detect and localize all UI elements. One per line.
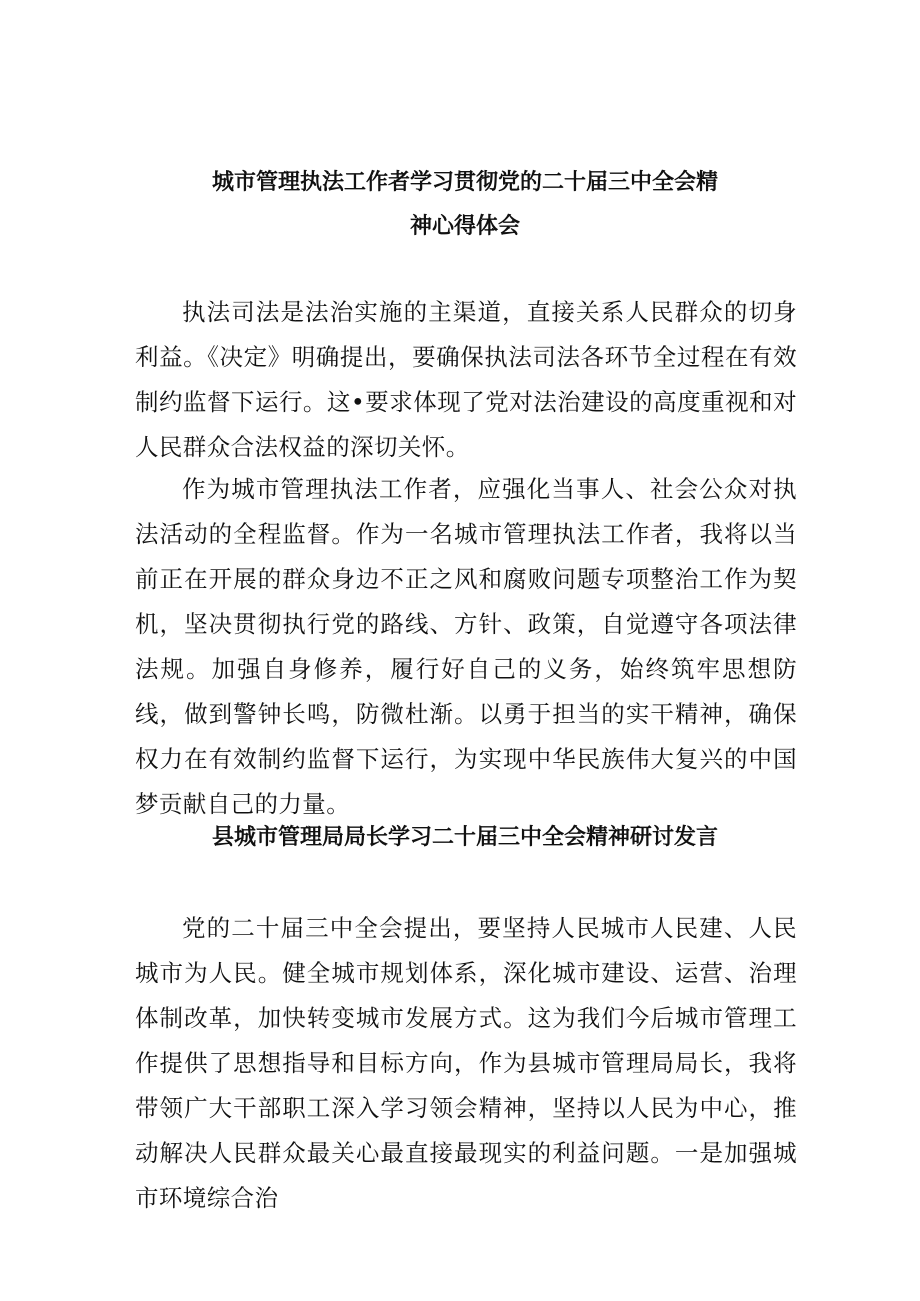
section1-paragraph-2: 作为城市管理执法工作者，应强化当事人、社会公众对执法活动的全程监督。作为一名城市管理执法工作者，我将以当前正在开展的群众身边不正之风和腐败问题专项整治工作为契机，坚决贯彻执行党的路线、方针、政策，自觉遵守各项法律法规。加强自身修养，履行好自己的义务，始终筑牢思想防线，做到警钟长鸣，防微杜渐。以勇于担当的实干精神，确保权力在有效制约监督下运行，为实现中华民族伟大复兴的中国梦贡献自己的力量。: [135, 475, 797, 818]
section1-paragraph-1: 执法司法是法治实施的主渠道，直接关系人民群众的切身利益。《决定》明确提出，要确保执法司法各环节全过程在有效制约监督下运行。这•要求体现了党对法治建设的高度重视和对人民群众合法权益的深切关怀。: [135, 298, 797, 461]
section2-title: 县城市管理局局长学习二十届三中全会精神研讨发言: [211, 825, 718, 850]
section1-title-line1: 城市管理执法工作者学习贯彻党的二十届三中全会精: [211, 170, 718, 195]
section1-title-line2: 神心得体会: [409, 214, 520, 239]
section2-paragraph-1: 党的二十届三中全会提出，要坚持人民城市人民建、人民城市为人民。健全城市规划体系，深化城市建设、运营、治理体制改革，加快转变城市发展方式。这为我们今后城市管理工作提供了思想指导和目标方向，作为县城市管理局局长，我将带领广大干部职工深入学习领会精神，坚持以人民为中心，推动解决人民群众最关心最直接最现实的利益问题。一是加强城市环境综合治: [135, 914, 797, 1212]
